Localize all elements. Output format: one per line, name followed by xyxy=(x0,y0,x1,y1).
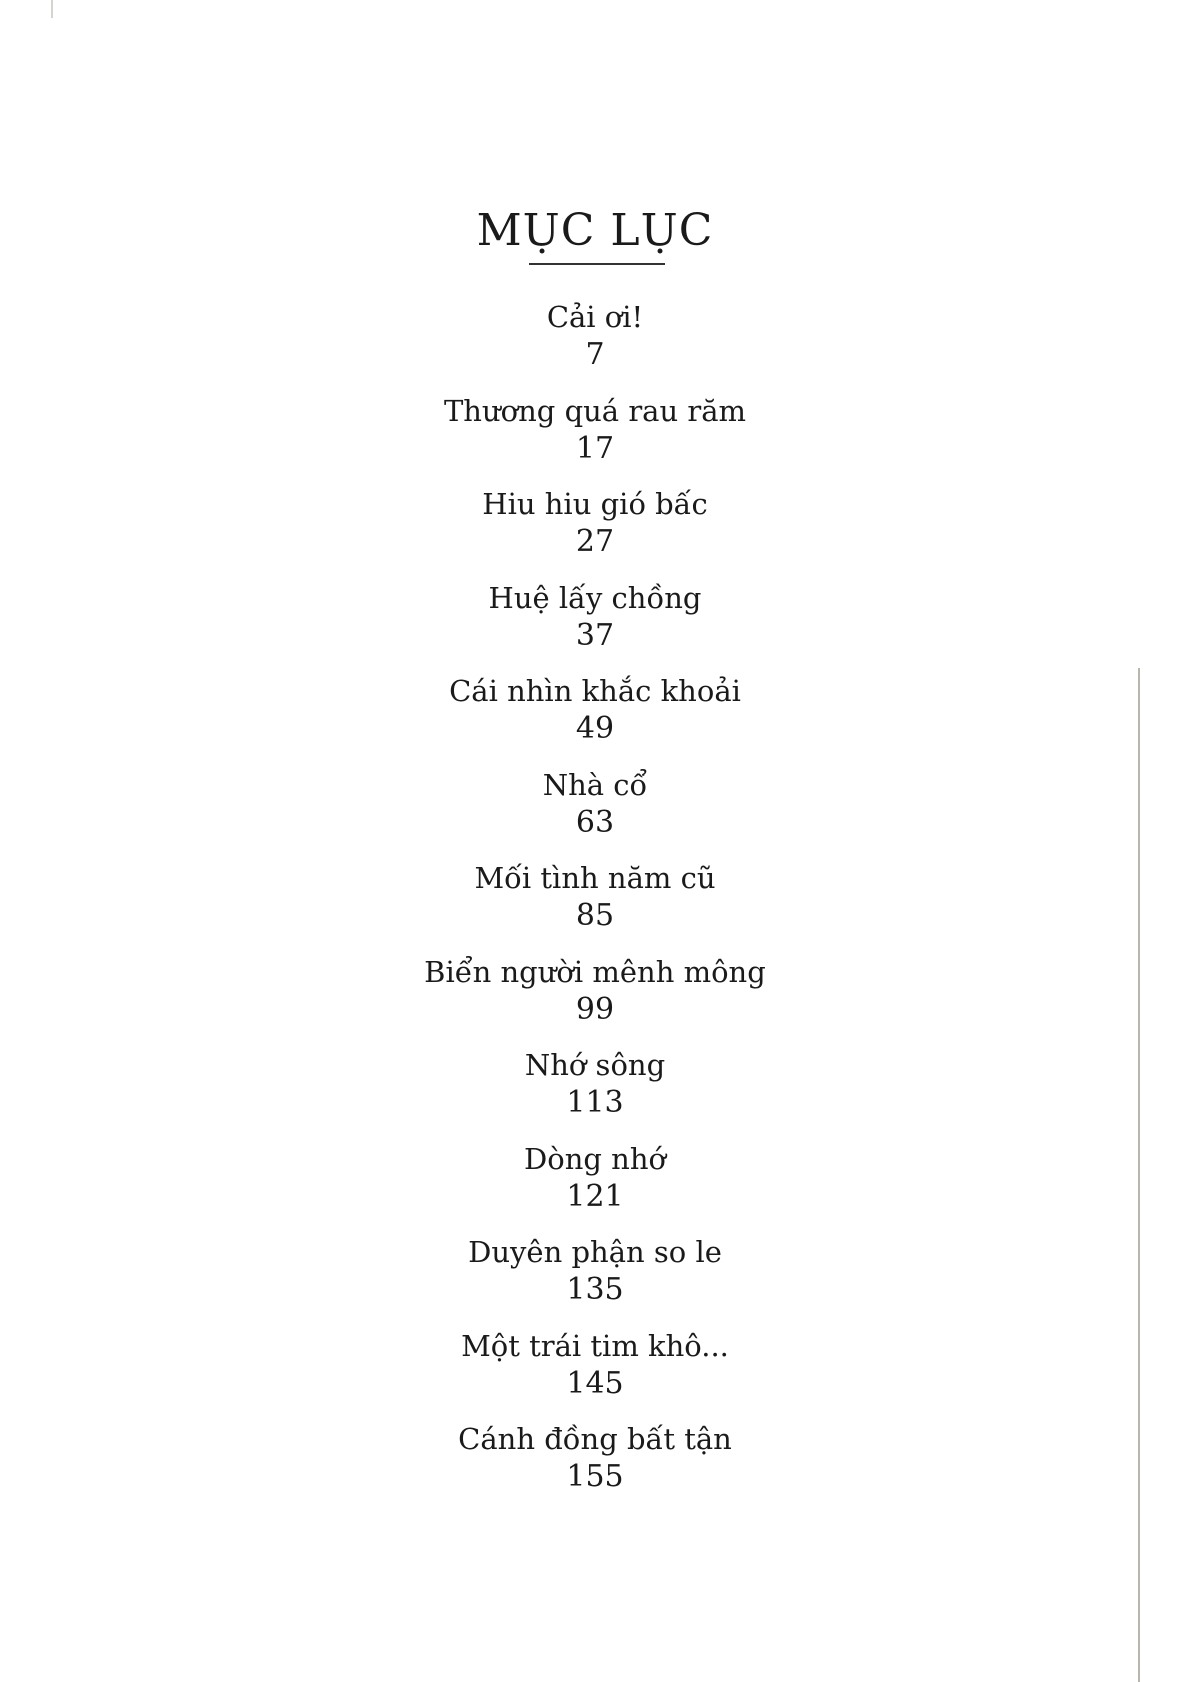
toc-entry xyxy=(0,859,1190,953)
entry-page-number: 121 xyxy=(566,1178,624,1214)
entry-title: Huệ lấy chồng xyxy=(488,580,702,615)
toc-entry xyxy=(0,298,1190,392)
toc-entry xyxy=(0,1420,1190,1514)
toc-entry xyxy=(0,392,1190,486)
entry-page-number: 27 xyxy=(575,524,615,559)
entry-title: Dòng nhớ xyxy=(524,1141,666,1176)
entry-page-number: 99 xyxy=(575,991,615,1027)
toc-entry xyxy=(0,485,1190,579)
entry-title: Cánh đồng bất tận xyxy=(458,1422,732,1456)
entry-title: Thương quá rau răm xyxy=(443,393,747,428)
entry-title: Cái nhìn khắc khoải xyxy=(449,674,741,708)
toc-entry xyxy=(0,1233,1190,1327)
entry-title: Hiu hiu gió bấc xyxy=(482,487,708,521)
toc-entry xyxy=(0,766,1190,860)
toc-entry xyxy=(0,672,1190,766)
toc-entry xyxy=(0,1327,1190,1421)
entry-page-number: 7 xyxy=(585,337,605,372)
entry-title: Cải ơi! xyxy=(546,300,644,334)
entry-title: Nhà cổ xyxy=(542,767,648,802)
entry-page-number: 63 xyxy=(575,804,615,840)
entry-page-number: 85 xyxy=(575,898,615,933)
table-of-contents xyxy=(0,298,1190,1514)
toc-entry xyxy=(0,1046,1190,1140)
entry-title: Nhớ sông xyxy=(524,1048,666,1082)
toc-entry xyxy=(0,953,1190,1047)
entry-page-number: 155 xyxy=(566,1459,624,1494)
entry-title: Mối tình năm cũ xyxy=(474,861,716,895)
entry-page-number: 17 xyxy=(575,430,615,466)
entry-title: Duyên phận so le xyxy=(468,1235,722,1269)
toc-entry xyxy=(0,579,1190,673)
entry-title: Biển người mênh mông xyxy=(424,954,766,989)
entry-title: Một trái tim khô... xyxy=(461,1328,729,1363)
page-title: MỤC LỤC xyxy=(476,205,714,256)
scan-mark xyxy=(51,0,53,18)
entry-page-number: 113 xyxy=(566,1085,624,1120)
page-edge-line xyxy=(1138,668,1140,1682)
entry-page-number: 49 xyxy=(575,711,615,746)
entry-page-number: 145 xyxy=(566,1365,624,1401)
toc-entry xyxy=(0,1140,1190,1234)
entry-page-number: 37 xyxy=(575,617,615,653)
entry-page-number: 135 xyxy=(566,1272,624,1307)
title-underline xyxy=(529,263,665,265)
